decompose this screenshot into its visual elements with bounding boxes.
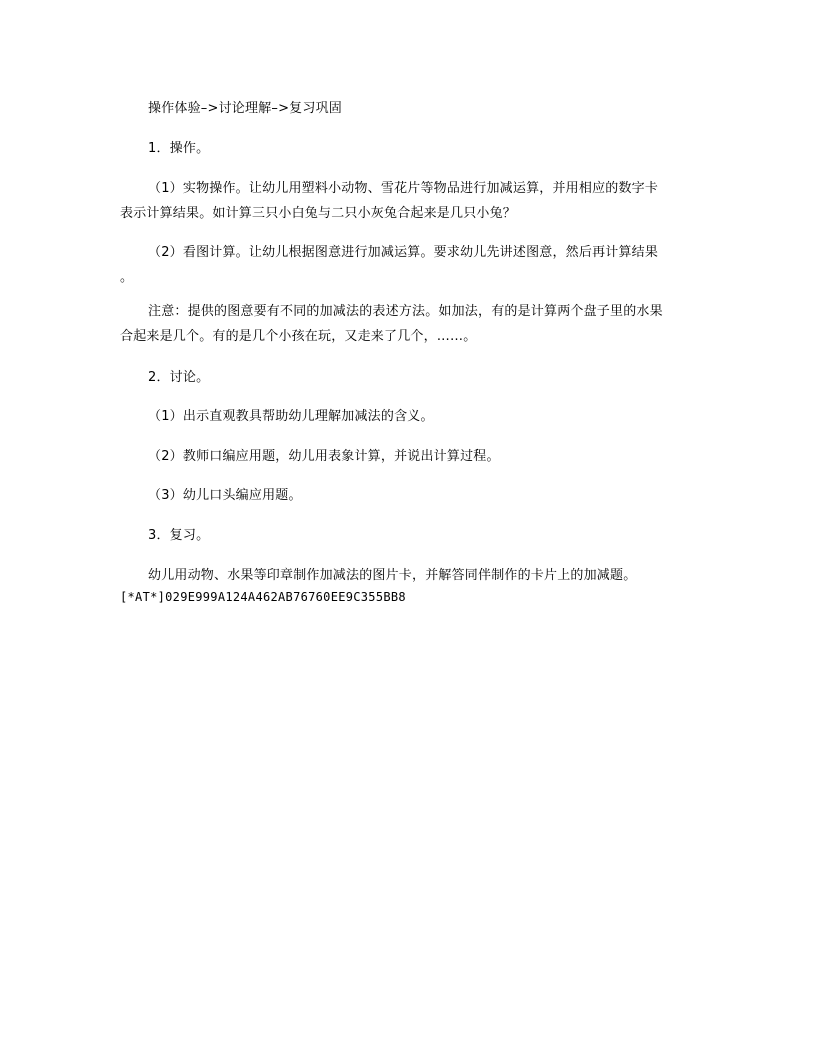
item-2-line-1: （2）看图计算。让幼儿根据图意进行加减运算。要求幼儿先讲述图意，然后再计算结果	[148, 245, 659, 260]
section-3-heading: 3．复习。	[148, 528, 210, 543]
discussion-item-2: （2）教师口编应用题，幼儿用表象计算，并说出计算过程。	[148, 449, 500, 464]
item-1-line-1: （1）实物操作。让幼儿用塑料小动物、雪花片等物品进行加减运算，并用相应的数字卡	[148, 181, 659, 196]
flow-line: 操作体验–>讨论理解–>复习巩固	[148, 101, 342, 116]
discussion-item-1: （1）出示直观教具帮助幼儿理解加减法的含义。	[148, 409, 434, 424]
document-code: [*AT*]029E999A124A462AB76760EE9C355BB8	[120, 590, 406, 604]
note-line-2: 合起来是几个。有的是几个小孩在玩，又走来了几个，……。	[120, 329, 477, 344]
section-1-heading: 1．操作。	[148, 141, 210, 156]
note-line-1: 注意：提供的图意要有不同的加减法的表述方法。如加法，有的是计算两个盘子里的水果	[148, 304, 663, 319]
discussion-item-3: （3）幼儿口头编应用题。	[148, 488, 302, 503]
item-1-line-2: 表示计算结果。如计算三只小白兔与二只小灰兔合起来是几只小兔？	[120, 206, 517, 221]
item-2-line-2: 。	[120, 270, 134, 285]
section-2-heading: 2．讨论。	[148, 370, 210, 385]
review-text: 幼儿用动物、水果等印章制作加减法的图片卡，并解答同伴制作的卡片上的加减题。	[148, 568, 637, 583]
